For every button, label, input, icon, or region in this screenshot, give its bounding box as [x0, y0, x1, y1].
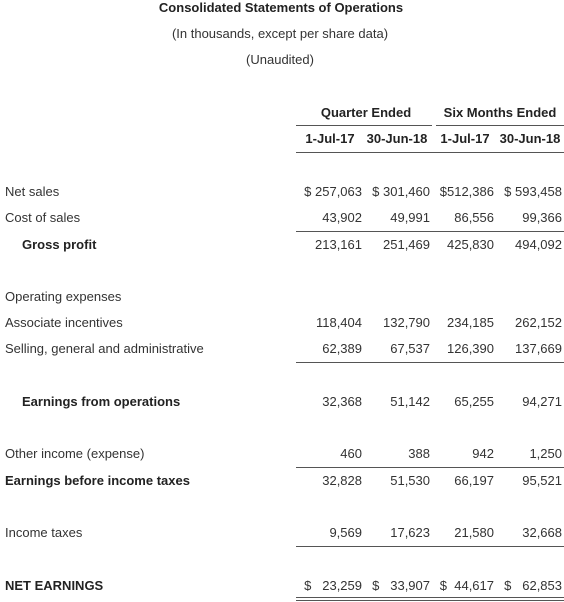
row-label-net-earnings: NET EARNINGS: [5, 578, 104, 593]
cell-gross-profit-q1: 213,161: [315, 237, 362, 252]
cell-sga-q2: 67,537: [390, 341, 430, 356]
sga-underline: [296, 362, 564, 363]
cell-gross-profit-s2: 494,092: [515, 237, 562, 252]
cell-earnings-ops-s2: 94,271: [522, 394, 562, 409]
cell-net-sales-s2: $ 593,458: [504, 184, 562, 199]
group-header-quarter: Quarter Ended: [320, 105, 412, 120]
col-header-s2: 30-Jun-18: [499, 131, 561, 146]
cell-sga-s1: 126,390: [447, 341, 494, 356]
cell-other-income-s2: 1,250: [529, 446, 562, 461]
cell-net-sales-q2: $ 301,460: [372, 184, 430, 199]
statement-note: (Unaudited): [246, 52, 314, 67]
cell-income-taxes-q1: 9,569: [329, 525, 362, 540]
cell-associate-incentives-q2: 132,790: [383, 315, 430, 330]
row-label-associate-incentives: Associate incentives: [5, 315, 123, 330]
cell-net-earnings-s1: $ 44,617: [439, 578, 494, 593]
cell-associate-incentives-s2: 262,152: [515, 315, 562, 330]
row-label-sga: Selling, general and administrative: [5, 341, 204, 356]
row-label-gross-profit: Gross profit: [22, 237, 97, 252]
cell-net-sales-s1: $512,386: [439, 184, 494, 199]
cell-cost-of-sales-q2: 49,991: [390, 210, 430, 225]
col-header-underline: [296, 152, 564, 153]
statement-subtitle: (In thousands, except per share data): [171, 26, 389, 41]
cell-associate-incentives-q1: 118,404: [315, 315, 362, 330]
cell-sga-q1: 62,389: [322, 341, 362, 356]
income-taxes-underline: [296, 546, 564, 547]
cell-ebt-s1: 66,197: [454, 473, 494, 488]
statement-title: Consolidated Statements of Operations: [158, 0, 404, 15]
group-underline-quarter: [296, 125, 432, 126]
cell-cost-of-sales-q1: 43,902: [322, 210, 362, 225]
row-label-net-sales: Net sales: [5, 184, 60, 199]
cell-net-sales-q1: $ 257,063: [304, 184, 362, 199]
row-label-cost-of-sales: Cost of sales: [5, 210, 81, 225]
row-label-operating-expenses: Operating expenses: [5, 289, 122, 304]
cell-associate-incentives-s1: 234,185: [447, 315, 494, 330]
group-header-six-months: Six Months Ended: [443, 105, 557, 120]
cell-income-taxes-q2: 17,623: [390, 525, 430, 540]
cell-ebt-q2: 51,530: [390, 473, 430, 488]
cell-net-earnings-q1: $ 23,259: [304, 578, 362, 593]
cell-cost-of-sales-s2: 99,366: [522, 210, 562, 225]
cell-earnings-ops-q1: 32,368: [322, 394, 362, 409]
cell-net-earnings-q2: $ 33,907: [372, 578, 430, 593]
net-earnings-double-underline-top: [296, 597, 564, 598]
cell-gross-profit-s1: 425,830: [447, 237, 494, 252]
cell-net-earnings-s2: $ 62,853: [504, 578, 562, 593]
row-label-income-taxes: Income taxes: [5, 525, 83, 540]
cell-cost-of-sales-s1: 86,556: [454, 210, 494, 225]
net-earnings-double-underline-bottom: [296, 600, 564, 601]
col-header-q1: 1-Jul-17: [305, 131, 355, 146]
row-label-earnings-ops: Earnings from operations: [22, 394, 181, 409]
cell-earnings-ops-s1: 65,255: [454, 394, 494, 409]
group-underline-six-months: [436, 125, 564, 126]
row-label-other-income: Other income (expense): [5, 446, 145, 461]
col-header-s1: 1-Jul-17: [440, 131, 490, 146]
cell-ebt-q1: 32,828: [322, 473, 362, 488]
cell-other-income-s1: 942: [472, 446, 494, 461]
cell-gross-profit-q2: 251,469: [383, 237, 430, 252]
cell-income-taxes-s2: 32,668: [522, 525, 562, 540]
cell-other-income-q2: 388: [408, 446, 430, 461]
other-income-underline: [296, 467, 564, 468]
row-label-ebt: Earnings before income taxes: [5, 473, 190, 488]
cost-of-sales-underline: [296, 231, 564, 232]
cell-ebt-s2: 95,521: [522, 473, 562, 488]
cell-other-income-q1: 460: [340, 446, 362, 461]
cell-sga-s2: 137,669: [515, 341, 562, 356]
cell-income-taxes-s1: 21,580: [454, 525, 494, 540]
col-header-q2: 30-Jun-18: [366, 131, 428, 146]
cell-earnings-ops-q2: 51,142: [390, 394, 430, 409]
